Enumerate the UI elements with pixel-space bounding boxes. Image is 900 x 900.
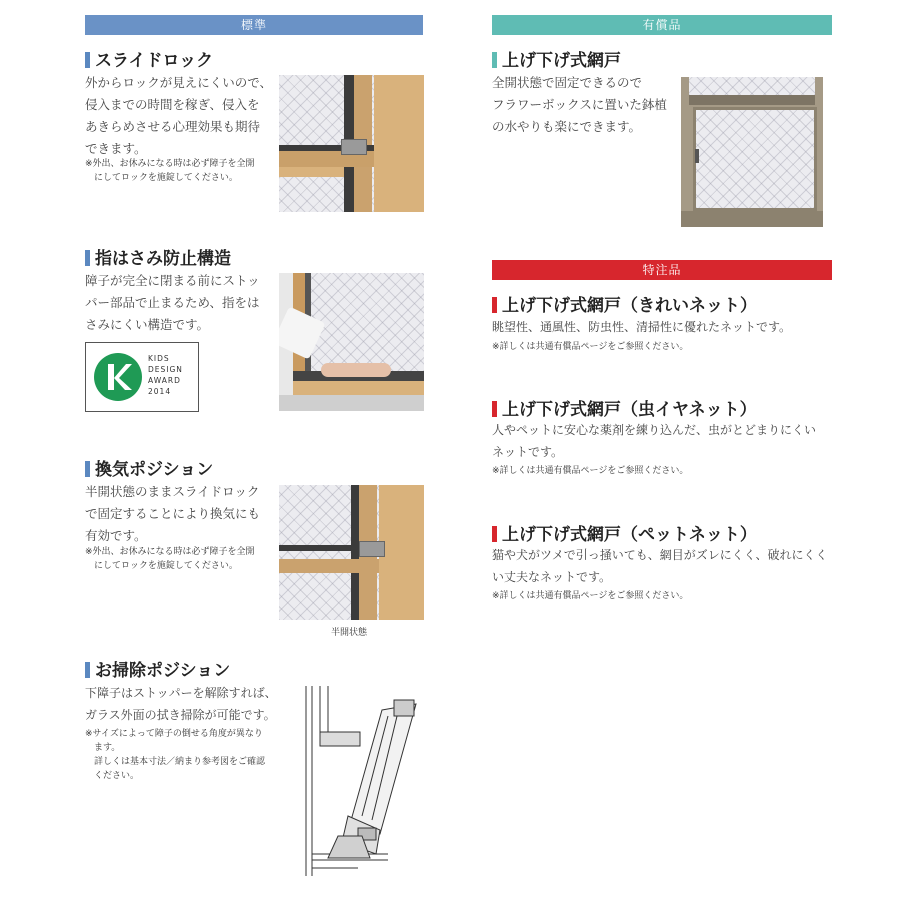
upper-glass — [689, 77, 815, 95]
clean-net-note: ※詳しくは共通有償品ページをご参照ください。 — [492, 342, 689, 352]
slide-lock-note — [85, 157, 255, 185]
note-line: ※外出、お休みになる時は必ず障子を全開 — [85, 159, 255, 169]
screen-window-photo — [681, 77, 823, 227]
note-line: にしてロックを施錠してください。 — [85, 173, 238, 183]
text-line: パー部品で止まるため、指をは — [85, 295, 260, 310]
wood-sill — [293, 381, 424, 395]
pet-net-heading — [492, 520, 757, 545]
paid-option-band: 有償品 — [492, 15, 832, 35]
pet-net-text — [492, 544, 837, 588]
note-line: ※サイズによって障子の倒せる角度が異なり — [85, 729, 263, 739]
wood-frame-vertical — [379, 485, 424, 620]
cleaning-position-drawing — [298, 686, 428, 876]
hand-shape — [321, 363, 391, 377]
screen-handle — [695, 149, 699, 163]
heading-bar — [85, 250, 90, 266]
text-line: 全開状態で固定できるので — [492, 75, 643, 90]
heading-bar — [85, 461, 90, 477]
text-line: 侵入までの時間を稼ぎ、侵入を — [85, 97, 260, 112]
note-line: 詳しくは基本寸法／納まり参考図をご確認 — [85, 757, 266, 767]
vent-lock-part — [359, 541, 385, 557]
heading-bar — [85, 52, 90, 68]
award-line: AWARD — [148, 376, 181, 385]
clean-net-text — [492, 316, 832, 338]
cleaning-text — [85, 682, 295, 726]
text-line: 下障子はストッパーを解除すれば、 — [85, 686, 277, 700]
award-line: 2014 — [148, 387, 172, 396]
note-line: ます。 — [85, 743, 121, 753]
sash-horizontal-wood — [279, 559, 379, 573]
slide-lock-part — [341, 139, 367, 155]
finger-guard-title: 指はさみ防止構造 — [95, 249, 231, 269]
note-line: ※外出、お休みになる時は必ず障子を全開 — [85, 547, 255, 557]
sash-dark-vertical — [351, 485, 359, 620]
wall-below — [279, 395, 424, 411]
ventilation-text — [85, 481, 275, 547]
slide-lock-title: スライドロック — [95, 51, 214, 71]
insect-net-note: ※詳しくは共通有償品ページをご参照ください。 — [492, 466, 689, 476]
text-line: フラワーボックスに置いた鉢植 — [492, 97, 667, 112]
text-line: ネットです。 — [492, 445, 564, 459]
text-line: 有効です。 — [85, 528, 147, 543]
insect-net-text — [492, 419, 837, 463]
insect-net-heading — [492, 395, 757, 420]
heading-bar — [492, 297, 497, 313]
finger-guard-text — [85, 270, 275, 336]
paid-screen-title: 上げ下げ式網戸 — [502, 51, 621, 71]
text-line: い丈夫なネットです。 — [492, 570, 612, 584]
award-k-icon — [92, 351, 144, 403]
paid-screen-text — [492, 72, 682, 138]
text-line: さみにくい構造です。 — [85, 317, 210, 332]
heading-bar — [492, 526, 497, 542]
ventilation-heading — [85, 455, 213, 480]
lower-sash-wood — [279, 167, 344, 177]
heading-bar — [492, 401, 497, 417]
text-line: 人やペットに安心な薬剤を練り込んだ、虫がとどまりにくい — [492, 423, 817, 437]
note-line: ください。 — [85, 771, 140, 781]
ventilation-title: 換気ポジション — [95, 460, 214, 480]
slide-lock-heading — [85, 46, 213, 71]
ventilation-photo — [279, 485, 424, 620]
award-text — [148, 353, 183, 397]
text-line: 障子が完全に閉まる前にストッ — [85, 273, 260, 288]
meeting-rail — [689, 95, 815, 105]
award-line: KIDS — [148, 354, 170, 363]
screen-panel — [693, 107, 817, 211]
kids-design-award-logo — [85, 342, 199, 412]
cleaning-heading — [85, 656, 230, 681]
pet-net-title: 上げ下げ式網戸（ペットネット） — [502, 525, 757, 545]
cleaning-note — [85, 727, 265, 783]
text-line: ガラス外面の拭き掃除が可能です。 — [85, 708, 276, 722]
heading-bar — [85, 662, 90, 678]
slide-lock-text — [85, 72, 275, 160]
text-line: 眺望性、通風性、防虫性、清掃性に優れたネットです。 — [492, 320, 792, 334]
insect-net-title: 上げ下げ式網戸（虫イヤネット） — [502, 400, 757, 420]
wood-frame-vertical — [374, 75, 424, 212]
heading-bar — [492, 52, 497, 68]
text-line: あきらめさせる心理効果も期待 — [85, 119, 261, 134]
ventilation-caption: 半開状態 — [331, 628, 368, 638]
text-line: 半開状態のままスライドロック — [85, 484, 260, 499]
award-line: DESIGN — [148, 365, 183, 374]
bottom-sill — [681, 211, 823, 227]
cleaning-title: お掃除ポジション — [95, 661, 231, 681]
slide-lock-photo — [279, 75, 424, 212]
text-line: できます。 — [85, 141, 147, 156]
note-line: にしてロックを施錠してください。 — [85, 561, 238, 571]
text-line: で固定することにより換気にも — [85, 506, 261, 521]
paid-screen-heading — [492, 46, 621, 71]
text-line: 猫や犬がツメで引っ掻いても、網目がズレにくく、破れにくく — [492, 548, 828, 562]
standard-band: 標準 — [85, 15, 423, 35]
clean-net-title: 上げ下げ式網戸（きれいネット） — [502, 296, 757, 316]
pet-net-note: ※詳しくは共通有償品ページをご参照ください。 — [492, 591, 689, 601]
ventilation-note — [85, 545, 255, 573]
clean-net-heading — [492, 291, 757, 316]
text-line: 外からロックが見えにくいので、 — [85, 75, 273, 90]
special-order-band: 特注品 — [492, 260, 832, 280]
finger-guard-heading — [85, 244, 231, 269]
finger-guard-photo — [279, 273, 424, 411]
text-line: の水やりも楽にできます。 — [492, 119, 642, 134]
